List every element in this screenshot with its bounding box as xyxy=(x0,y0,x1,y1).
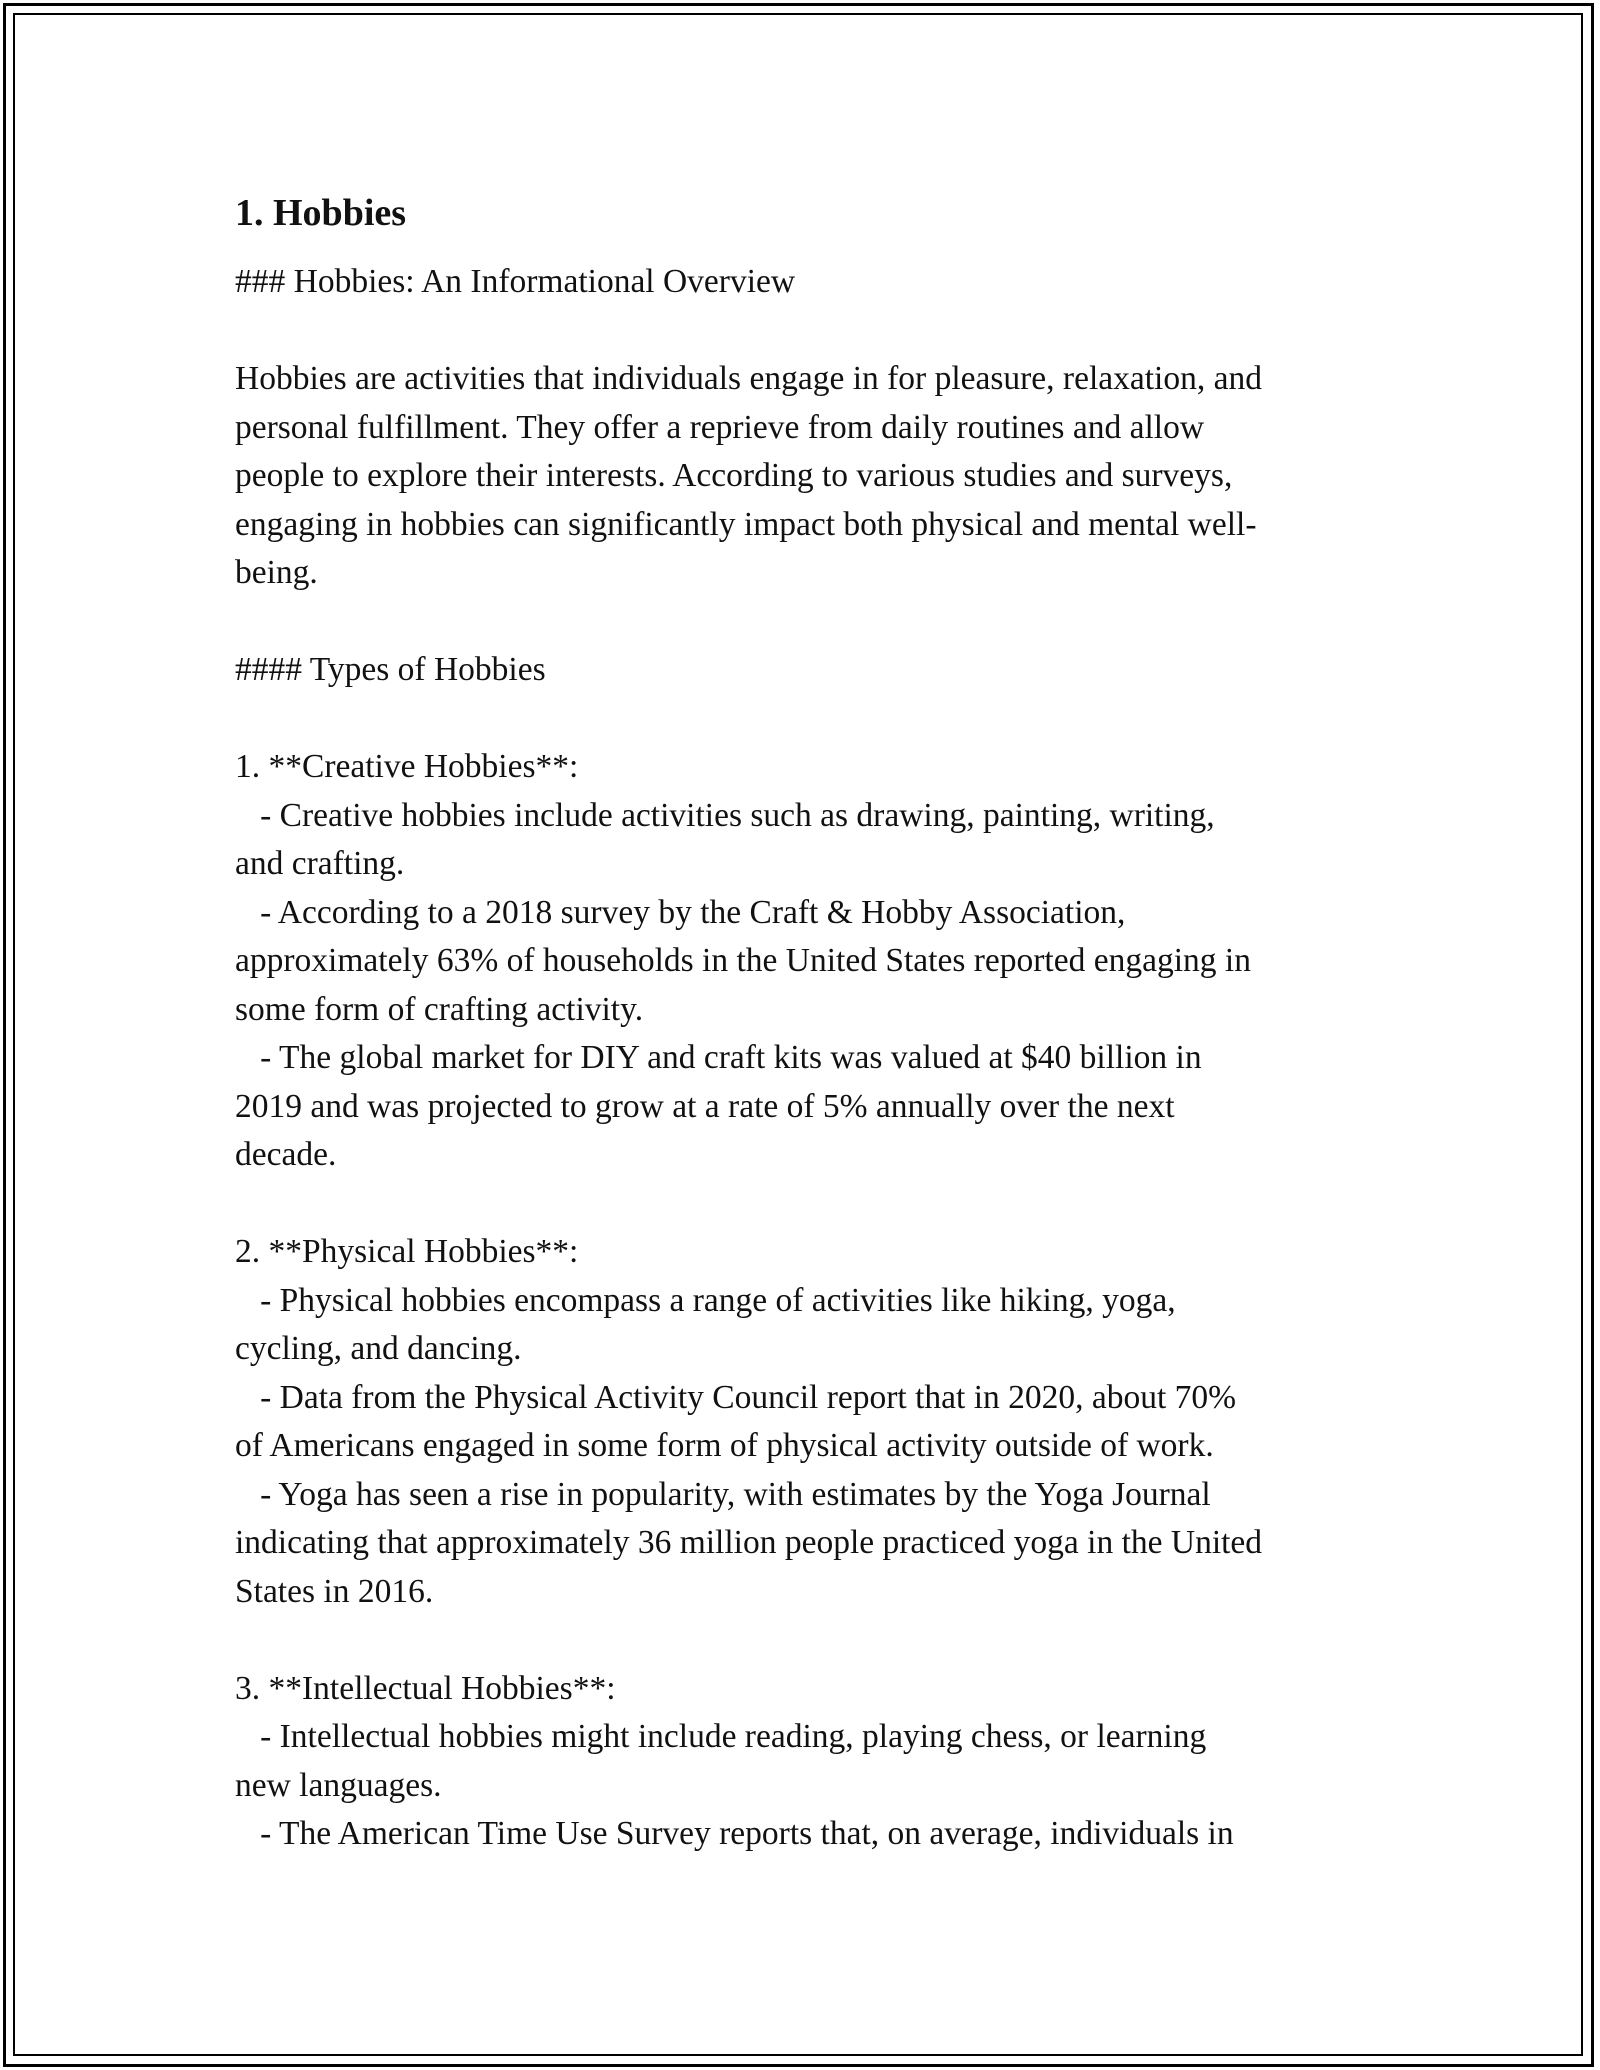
document-body: ### Hobbies: An Informational Overview Hobbies are activities that individuals engage in for pleasure, relaxation, and personal fulfillment. They offer a reprieve from daily routines and allow people to explore their interests. According to various studies and surveys, engaging in hobbies can significantly impact both physical and mental well- being. #### Types of Hobbies 1. **Creative Hobbies**: - Creative hobbies include activities such as drawing, painting, writing, and crafting. - According to a 2018 survey by the Craft & Hobby Association, approximately 63% of households in the United States reported engaging in some form of crafting activity. - The global market for DIY and craft kits was valued at $40 billion in 2019 and was projected to grow at a rate of 5% annually over the next decade. 2. **Physical Hobbies**: - Physical hobbies encompass a range of activities like hiking, yoga, cycling, and dancing. - Data from the Physical Activity Council report that in 2020, about 70% of Americans engaged in some form of physical activity outside of work. - Yoga has seen a rise in popularity, with estimates by the Yoga Journal indicating that approximately 36 million people practiced yoga in the United States in 2016. 3. **Intellectual Hobbies**: - Intellectual hobbies might include reading, playing chess, or learning new languages. - The American Time Use Survey reports that, on average, individuals in xyxy=(235,263,1263,1852)
document-title: 1. Hobbies xyxy=(235,192,407,234)
document-page xyxy=(235,185,1395,1859)
